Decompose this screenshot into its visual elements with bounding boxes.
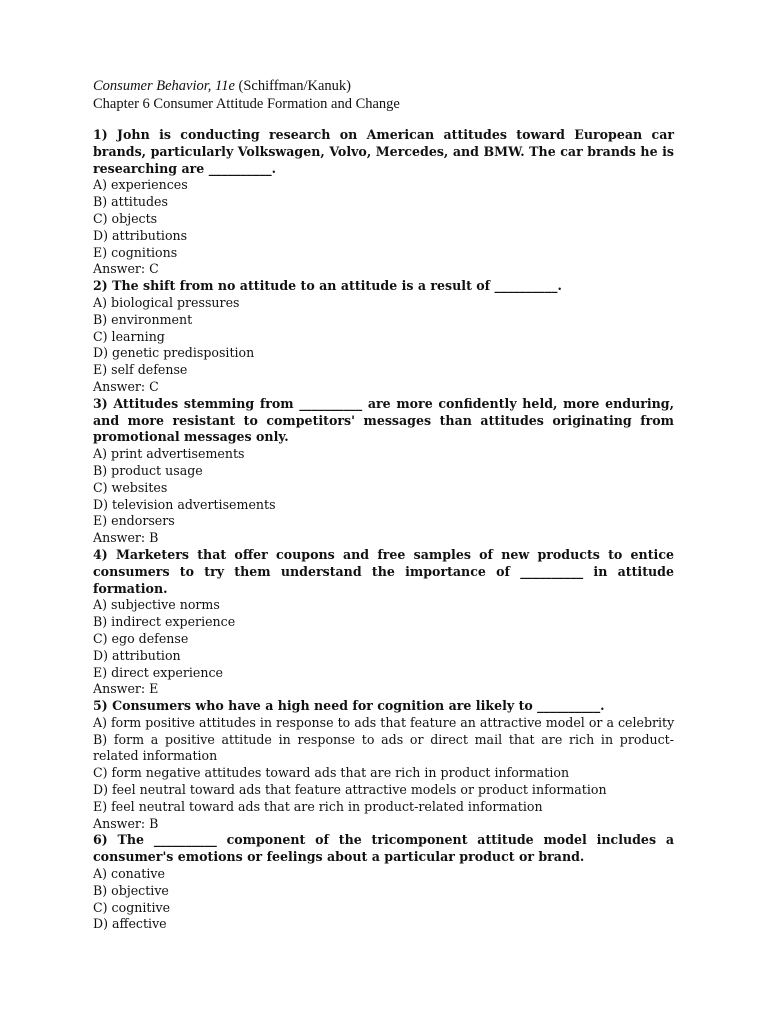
question-text: 5) Consumers who have a high need for cognition are likely to __________.	[93, 698, 605, 714]
answer-option: D) television advertisements	[93, 496, 276, 512]
answer-option: D) attributions	[93, 227, 188, 243]
question-text: 2) The shift from no attitude to an attitude is a result of __________.	[93, 278, 562, 294]
answer-option: C) ego defense	[93, 630, 189, 646]
answer-key: Answer: B	[93, 530, 159, 546]
answer-option: A) biological pressures	[93, 294, 240, 310]
question-3	[93, 396, 674, 547]
answer-key: Answer: E	[93, 681, 159, 697]
answer-option: C) websites	[93, 479, 168, 495]
answer-option: B) environment	[93, 311, 193, 327]
answer-option: C) objects	[93, 210, 158, 226]
question-2	[93, 278, 674, 396]
answer-option: A) form positive attitudes in response to ads that feature an attractive model or a celebrity	[93, 714, 675, 730]
document-page	[93, 77, 674, 933]
answer-key: Answer: B	[93, 815, 159, 831]
answer-option: B) form a positive attitude in response to ads or direct mail that are rich in product-related information	[93, 731, 674, 764]
answer-option: D) affective	[93, 916, 167, 932]
book-header	[93, 77, 674, 95]
answer-option: A) subjective norms	[93, 597, 220, 613]
answer-option: C) cognitive	[93, 899, 171, 915]
answer-option: B) attitudes	[93, 194, 168, 210]
answer-option: E) cognitions	[93, 244, 178, 260]
book-authors: (Schiffman/Kanuk)	[234, 78, 352, 94]
question-text: 3) Attitudes stemming from __________ are more confidently held, more enduring, and more resistant to competitors' messages than attitudes originating from promotional messages only.	[93, 395, 674, 445]
question-4	[93, 547, 674, 698]
book-title: Consumer Behavior, 11e	[93, 78, 235, 94]
answer-option: A) conative	[93, 866, 165, 882]
answer-option: B) product usage	[93, 462, 203, 478]
answer-option: C) learning	[93, 328, 165, 344]
answer-key: Answer: C	[93, 378, 159, 394]
answer-option: E) feel neutral toward ads that are rich in product-related information	[93, 798, 543, 814]
answer-option: D) genetic predisposition	[93, 345, 255, 361]
answer-option: C) form negative attitudes toward ads that are rich in product information	[93, 765, 570, 781]
answer-option: B) indirect experience	[93, 614, 236, 630]
question-6	[93, 832, 674, 933]
answer-option: D) feel neutral toward ads that feature attractive models or product information	[93, 782, 607, 798]
chapter-title: Chapter 6 Consumer Attitude Formation and Change	[93, 96, 400, 112]
question-text: 1) John is conducting research on American attitudes toward European car brands, particularly Volkswagen, Volvo, Mercedes, and BMW. The car brands he is researching are __________.	[93, 127, 674, 176]
answer-key: Answer: C	[93, 261, 159, 277]
answer-option: A) print advertisements	[93, 446, 245, 462]
answer-option: D) attribution	[93, 647, 181, 663]
answer-option: A) experiences	[93, 177, 188, 193]
question-5	[93, 698, 674, 832]
question-1	[93, 127, 674, 278]
question-text: 6) The __________ component of the tricomponent attitude model includes a consumer's emotions or feelings about a particular product or brand.	[93, 832, 674, 865]
answer-option: E) direct experience	[93, 664, 223, 680]
answer-option: E) endorsers	[93, 513, 175, 529]
answer-option: E) self defense	[93, 362, 188, 378]
question-text: 4) Marketers that offer coupons and free samples of new products to entice consumers to try them understand the importance of __________ in attitude formation.	[93, 546, 674, 596]
answer-option: B) objective	[93, 882, 169, 898]
